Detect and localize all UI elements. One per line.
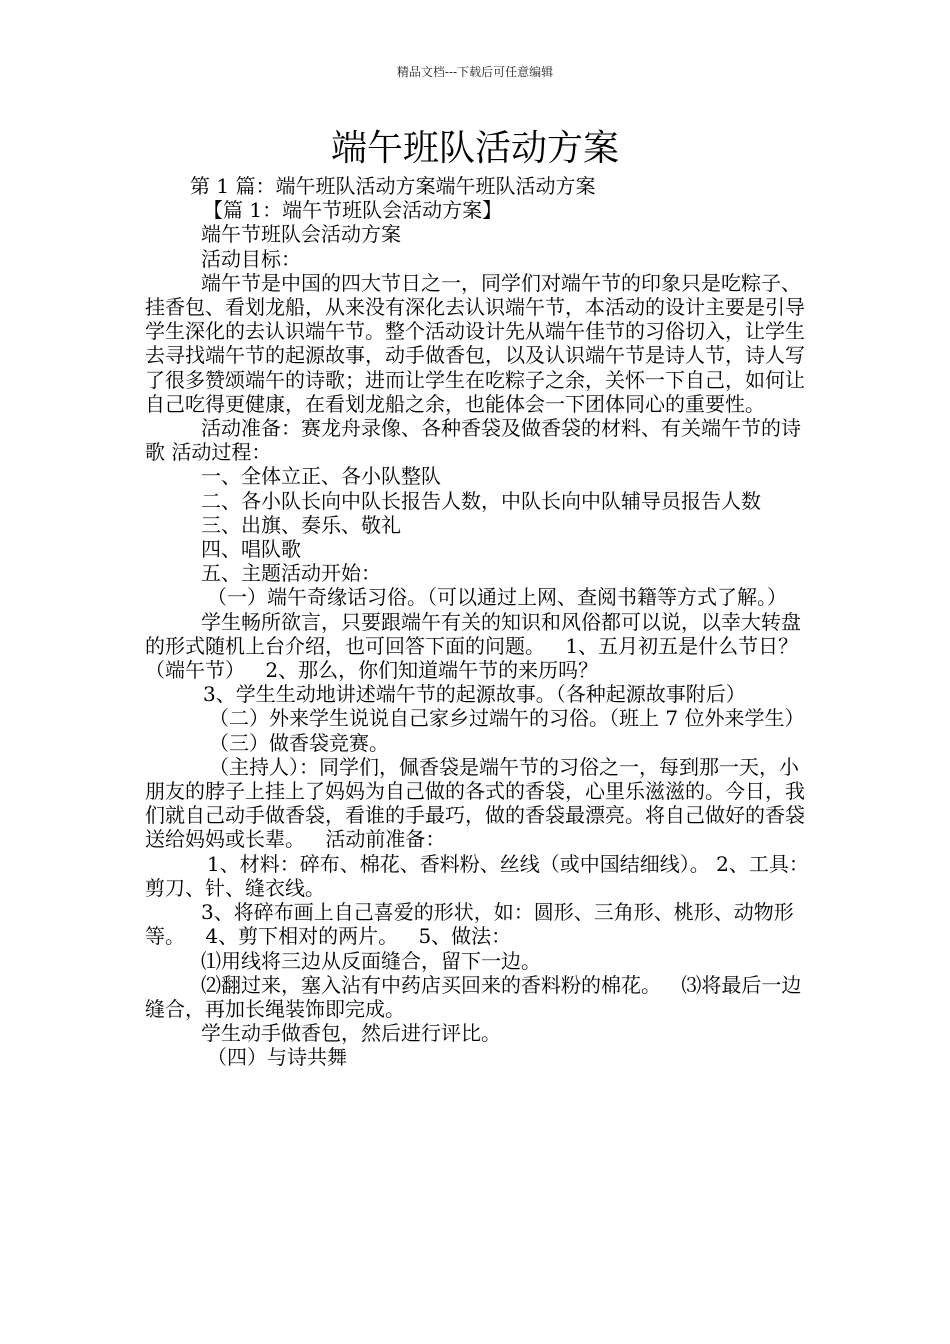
paragraph: （三）做香袋竞赛。 [209, 730, 389, 755]
paragraph-text: ⑵翻过来，塞入沾有中药店买回来的香料粉的棉花。 [201, 972, 661, 997]
paragraph: （二）外来学生说说自己家乡过端午的习俗。（班上 7 位外来学生） [209, 706, 805, 731]
paragraph: 3、学生生动地讲述端午节的起源故事。（各种起源故事附后） [203, 682, 746, 707]
paragraph: 二、各小队长向中队长报告人数，中队长向中队辅导员报告人数 [201, 488, 761, 513]
paragraph: 四、唱队歌 [201, 537, 301, 562]
paragraph-text: 4、剪下相对的两片。 [205, 924, 399, 949]
paragraph: 【篇 1：端午节班队会活动方案】 [203, 198, 503, 223]
paragraph: 一、全体立正、各小队整队 [201, 464, 441, 489]
paragraph-text: 1、材料：碎布、棉花、香料粉、丝线（或中国结细线）。 [207, 851, 710, 876]
paragraph [145, 755, 810, 852]
paragraph: 活动准备：赛龙舟录像、各种香袋及做香袋的材料、有关端午节的诗歌 活动过程： [145, 416, 801, 465]
paragraph [145, 973, 810, 1021]
paragraph: （四）与诗共舞 [207, 1045, 347, 1070]
paragraph [145, 900, 810, 948]
paragraph-text: 活动前准备： [325, 827, 446, 852]
paragraph: （一）端午奇缘话习俗。（可以通过上网、查阅书籍等方式了解。） [207, 585, 787, 610]
paragraph-text: 2、工具：剪刀、针、缝衣线。 [145, 851, 809, 900]
paragraph: 第 1 篇：端午班队活动方案端午班队活动方案 [190, 174, 596, 198]
paragraph: 端午节班队会活动方案 [201, 222, 401, 247]
paragraph: 五、主题活动开始： [201, 561, 381, 586]
document-title: 端午班队活动方案 [330, 128, 619, 169]
paragraph [145, 610, 810, 683]
paragraph-text: 1、五月初五是什么节日？（端午节） [145, 633, 799, 683]
paragraph-text: 5、做法： [418, 924, 512, 949]
paragraph: 三、出旗、奏乐、敬礼 [201, 512, 401, 537]
paragraph-text: 学生畅所欲言，只要跟端午有关的知识和风俗都可以说，以幸大转盘的形式随机上台介绍，也可回答下面的问题。 [145, 609, 801, 658]
paragraph: 学生动手做香包，然后进行评比。 [201, 1021, 501, 1046]
page-header: 精品文档---下载后可任意编辑 [396, 65, 554, 79]
paragraph-text: ⑶将最后一边缝合，再加长绳装饰即完成。 [145, 972, 802, 1021]
paragraph [145, 852, 810, 900]
paragraph: 活动目标： [201, 246, 301, 271]
document-body [145, 174, 810, 1070]
paragraph: ⑴用线将三边从反面缝合，留下一边。 [201, 948, 541, 973]
paragraph-text: （主持人）：同学们，佩香袋是端午节的习俗之一，每到那一天，小朋友的脖子上挂上了妈妈为自己做的各式的香袋，心里乐滋滋的。今日，我们就自己动手做香袋，看谁的手最巧，做的香袋最漂亮。将自己做好的香袋送给妈妈或长辈。 [145, 754, 805, 852]
paragraph-text: 3、将碎布画上自己喜爱的形状，如：圆形、三角形、桃形、动物形等。 [145, 900, 794, 949]
paragraph-text: 2、那么，你们知道端午节的来历吗？ [265, 658, 599, 683]
paragraph: 端午节是中国的四大节日之一，同学们对端午节的印象只是吃粽子、挂香包、看划龙船，从来没有深化去认识端午节，本活动的设计主要是引导学生深化的去认识端午节。整个活动设计先从端午佳节的习俗切入，让学生去寻找端午节的起源故事，动手做香包，以及认识端午节是诗人节，诗人写了很多赞颂端午的诗歌；进而让学生在吃粽子之余，关怀一下自己，如何让自己吃得更健康，在看划龙船之余，也能体会一下团体同心的重要性。 [145, 270, 805, 416]
